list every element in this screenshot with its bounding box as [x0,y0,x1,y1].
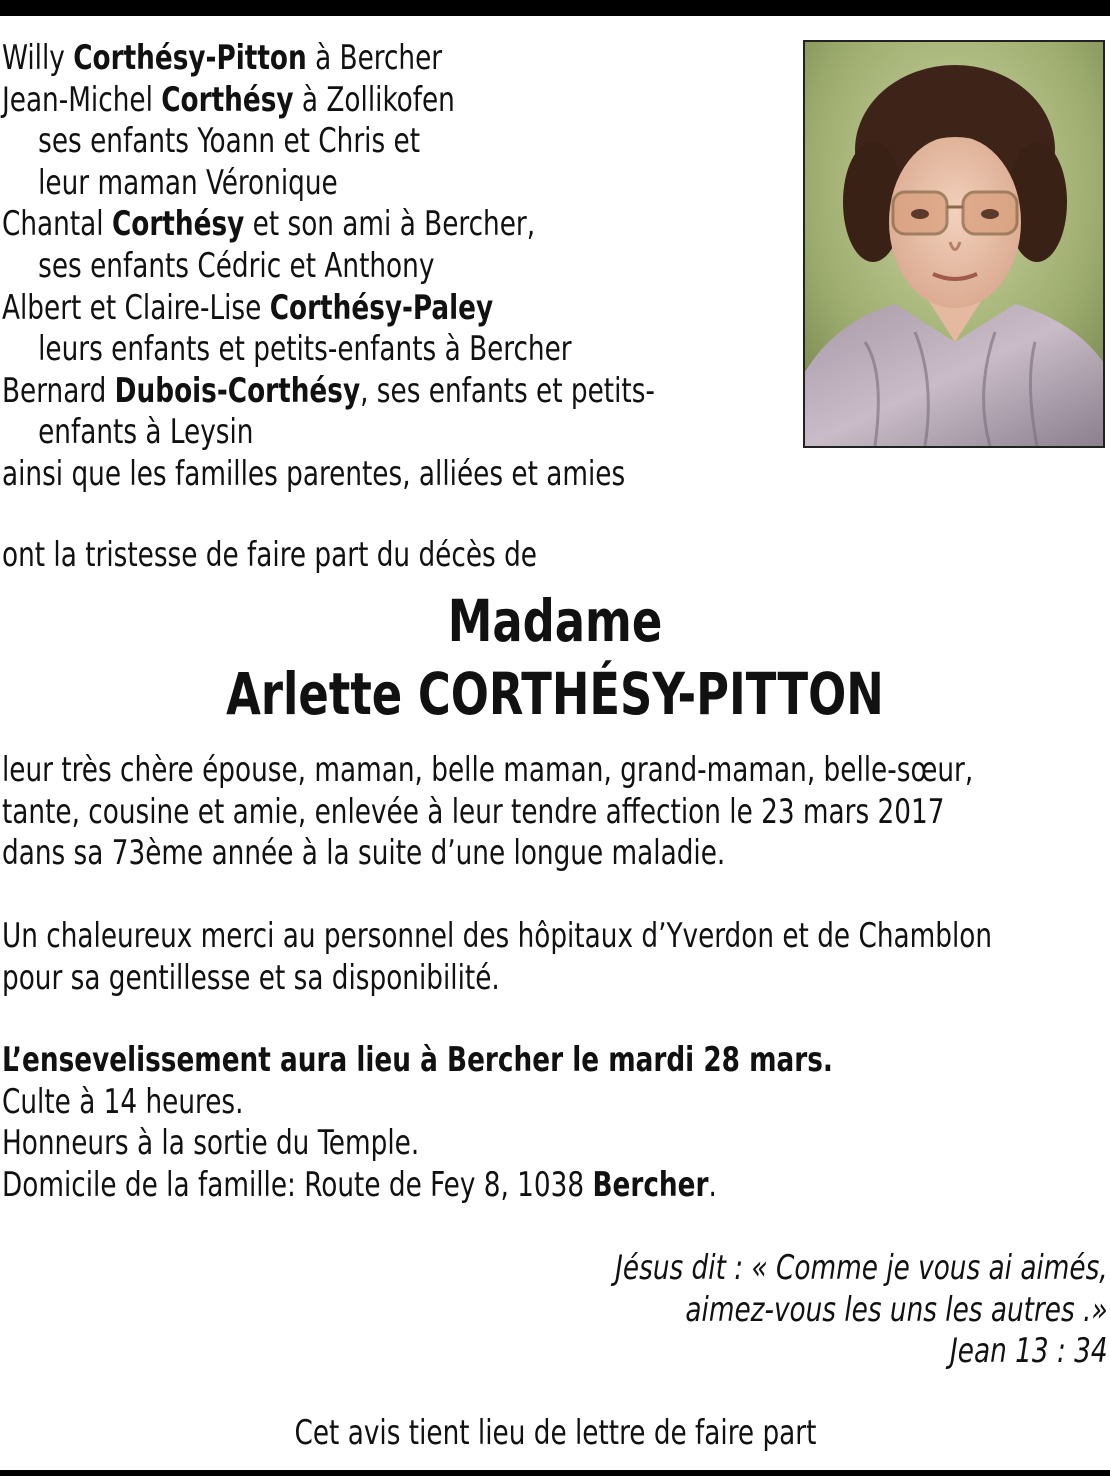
family-line: Willy Corthésy-Pitton à Bercher [2,38,443,78]
tribute-line: dans sa 73ème année à la suite d’une longue maladie. [2,833,726,874]
deceased-name-block [0,585,1110,731]
deceased-name: Arlette CORTHÉSY-PITTON [226,660,884,728]
family-line: Bernard Dubois-Corthésy, ses enfants et petits- [2,370,655,411]
tribute-line: tante, cousine et amie, enlevée à leur tendre affection le 23 mars 2017 [2,791,945,832]
top-rule [0,0,1110,16]
bottom-rule [0,1470,1110,1476]
family-surname: Corthésy-Pitton [73,38,307,78]
tribute-paragraph [2,750,1108,875]
deceased-title: Madame [447,587,663,655]
portrait-photo [803,40,1105,448]
family-line: ainsi que les familles parentes, alliées et amies [2,453,626,494]
family-surname: Dubois-Corthésy [114,370,361,411]
honours-note: Honneurs à la sortie du Temple. [2,1123,420,1164]
family-line: enfants à Leysin [38,412,254,453]
family-surname: Corthésy-Paley [269,287,494,328]
intro-text: ont la tristesse de faire part du décès de [2,535,537,575]
family-address: Domicile de la famille: Route de Fey 8, 1038 Bercher. [2,1164,717,1205]
thanks-line: pour sa gentillesse et sa disponibilité. [2,957,500,998]
service-time: Culte à 14 heures. [2,1081,244,1122]
quote-line: aimez-vous les uns les autres .» [685,1289,1108,1330]
funeral-announcement: L’ensevelissement aura lieu à Bercher le mardi 28 mars. [2,1040,833,1080]
family-list [2,38,782,496]
family-line: leur maman Véronique [38,162,338,203]
footer-note: Cet avis tient lieu de lettre de faire part [294,1413,816,1453]
family-surname: Corthésy [161,79,294,120]
family-surname: Corthésy [111,204,245,245]
family-line: ses enfants Yoann et Chris et [38,121,421,162]
thanks-line: Un chaleureux merci au personnel des hôpitaux d’Yverdon et de Chamblon [2,916,993,956]
family-line: Chantal Corthésy et son ami à Bercher, [2,204,536,245]
quote-reference: Jean 13 : 34 [950,1331,1108,1372]
family-line: Albert et Claire-Lise Corthésy-Paley [2,287,494,328]
funeral-info [2,1040,1108,1206]
quote-line: Jésus dit : « Comme je vous ai aimés, [615,1248,1108,1288]
family-line: ses enfants Cédric et Anthony [38,245,435,286]
thanks-paragraph [2,916,1108,999]
family-line: leurs enfants et petits-enfants à Bercher [38,329,572,370]
tribute-line: leur très chère épouse, maman, belle maman, grand-maman, belle-sœur, [2,750,974,790]
bible-quote [535,1248,1108,1373]
family-line: Jean-Michel Corthésy à Zollikofen [2,79,455,120]
